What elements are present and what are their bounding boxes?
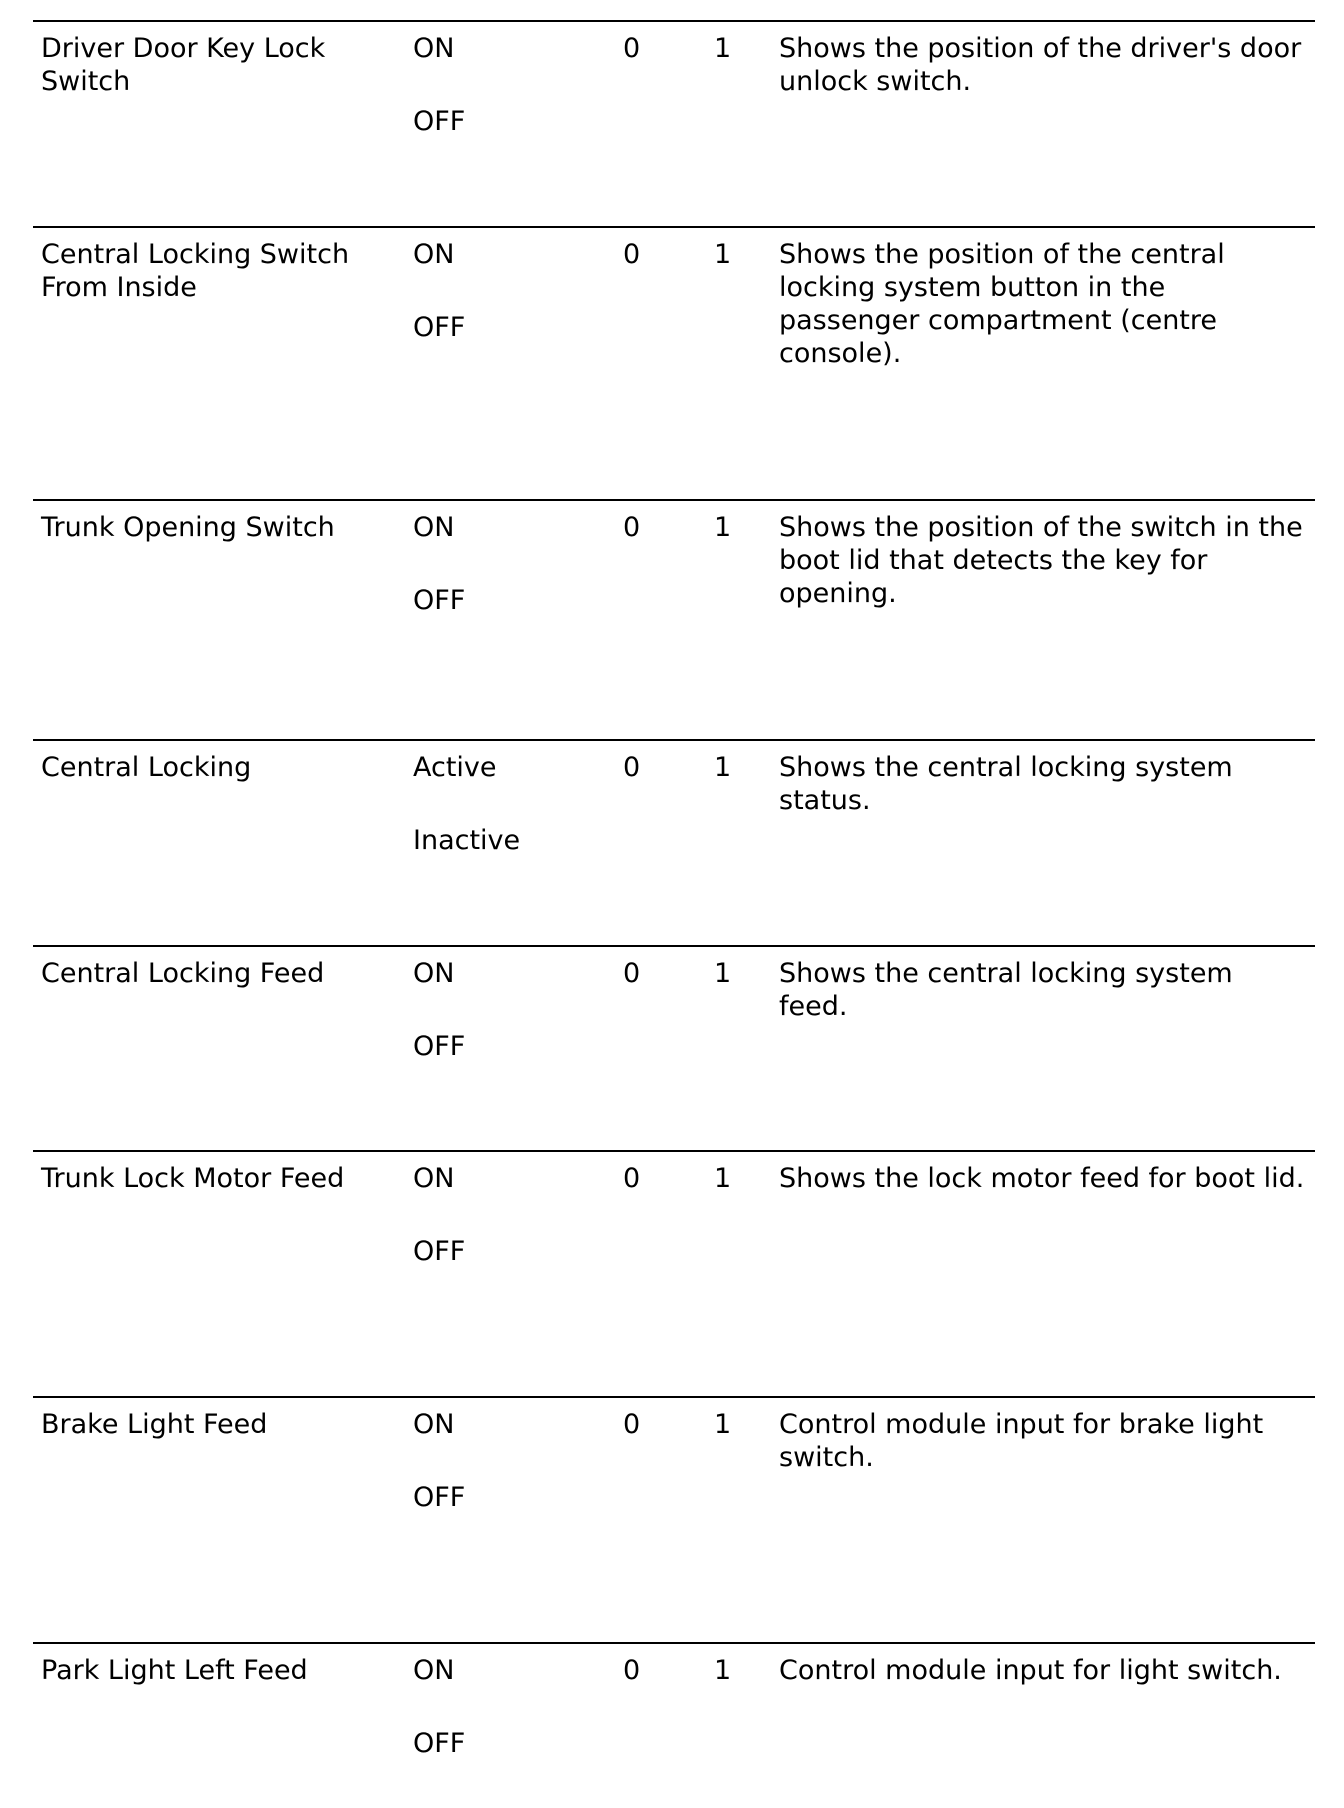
table-row — [33, 1642, 1315, 1792]
parameter-states — [413, 1162, 593, 1268]
state-on: ON — [413, 958, 455, 989]
parameter-name: Trunk Lock Motor Feed — [41, 1163, 345, 1194]
parameter-states — [413, 238, 593, 344]
parameter-description: Shows the position of the driver's door unlock switch. — [779, 33, 1302, 97]
parameter-name: Brake Light Feed — [41, 1409, 268, 1440]
state-off: OFF — [413, 1031, 466, 1062]
state-inactive: Inactive — [413, 825, 521, 856]
state-off: OFF — [413, 106, 466, 137]
parameter-description: Control module input for brake light switch. — [779, 1409, 1264, 1473]
state-off: OFF — [413, 312, 466, 343]
parameter-description: Shows the lock motor feed for boot lid. — [779, 1163, 1305, 1194]
parameter-name: Trunk Opening Switch — [41, 512, 335, 543]
value-one: 1 — [714, 512, 732, 543]
value-one: 1 — [714, 1163, 732, 1194]
value-zero: 0 — [623, 1163, 641, 1194]
table-row — [33, 739, 1315, 945]
value-one: 1 — [714, 1655, 732, 1686]
parameter-table — [33, 20, 1315, 1792]
value-zero: 0 — [623, 33, 641, 64]
value-one: 1 — [714, 33, 732, 64]
state-off: OFF — [413, 585, 466, 616]
table-row — [33, 1150, 1315, 1396]
parameter-states — [413, 1408, 593, 1514]
parameter-description: Control module input for light switch. — [779, 1655, 1282, 1686]
value-zero: 0 — [623, 958, 641, 989]
value-zero: 0 — [623, 1655, 641, 1686]
table-row — [33, 945, 1315, 1150]
parameter-description: Shows the position of the switch in the boot lid that detects the key for opening. — [779, 512, 1303, 609]
state-on: ON — [413, 1655, 455, 1686]
value-one: 1 — [714, 958, 732, 989]
value-zero: 0 — [623, 512, 641, 543]
parameter-states — [413, 32, 593, 138]
parameter-name: Central Locking — [41, 752, 252, 783]
table-row — [33, 226, 1315, 499]
value-one: 1 — [714, 1409, 732, 1440]
value-zero: 0 — [623, 239, 641, 270]
parameter-name: Central Locking Switch From Inside — [41, 239, 350, 303]
state-active: Active — [413, 752, 497, 783]
table-row — [33, 1396, 1315, 1642]
parameter-description: Shows the position of the central locking system button in the passenger compartment (centre console). — [779, 239, 1225, 369]
state-off: OFF — [413, 1728, 466, 1759]
parameter-states — [413, 957, 593, 1063]
value-zero: 0 — [623, 752, 641, 783]
parameter-name: Park Light Left Feed — [41, 1655, 308, 1686]
state-on: ON — [413, 512, 455, 543]
table-row — [33, 499, 1315, 739]
state-on: ON — [413, 33, 455, 64]
state-off: OFF — [413, 1482, 466, 1513]
state-on: ON — [413, 239, 455, 270]
state-on: ON — [413, 1163, 455, 1194]
value-one: 1 — [714, 239, 732, 270]
parameter-description: Shows the central locking system feed. — [779, 958, 1233, 1022]
state-off: OFF — [413, 1236, 466, 1267]
value-one: 1 — [714, 752, 732, 783]
parameter-name: Central Locking Feed — [41, 958, 325, 989]
parameter-states — [413, 751, 593, 857]
parameter-states — [413, 1654, 593, 1760]
parameter-name: Driver Door Key Lock Switch — [41, 33, 326, 97]
parameter-description: Shows the central locking system status. — [779, 752, 1233, 816]
state-on: ON — [413, 1409, 455, 1440]
value-zero: 0 — [623, 1409, 641, 1440]
table-row — [33, 20, 1315, 226]
parameter-states — [413, 511, 593, 617]
